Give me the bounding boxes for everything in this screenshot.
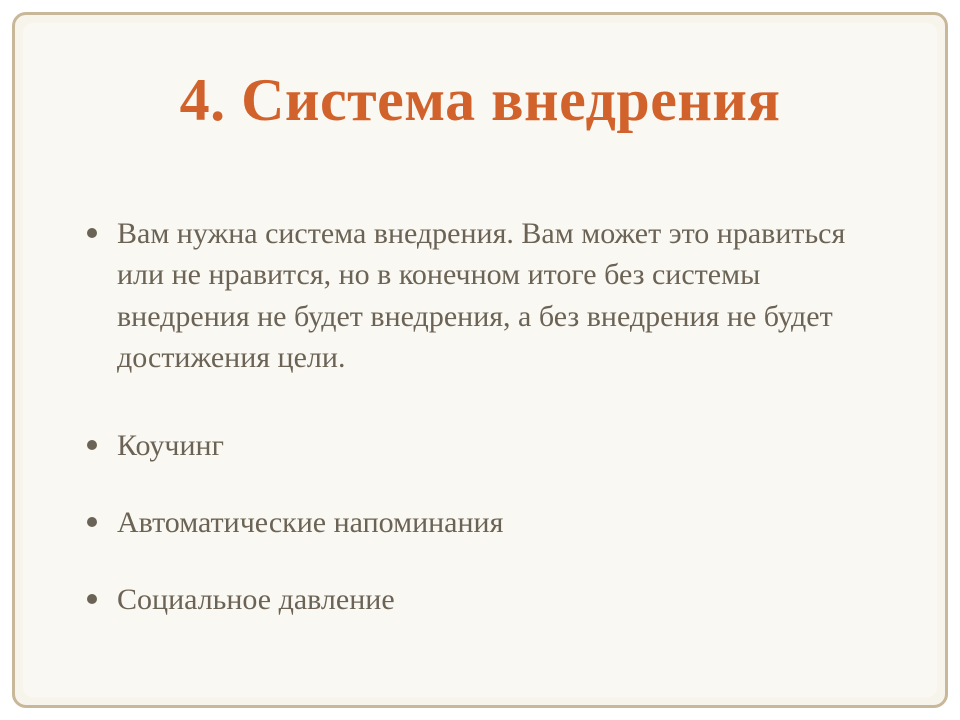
bullet-dot-icon — [87, 517, 97, 527]
bullet-dot-icon — [87, 228, 97, 238]
slide-card — [12, 12, 948, 708]
list-item-text: Вам нужна система внедрения. Вам может это нравиться или не нравится, но в конечном итоге без системы внедрения не будет внедрения, а без внедрения не будет достижения цели. — [117, 217, 846, 375]
list-item-text: Автоматические напоминания — [117, 505, 504, 539]
list-item — [75, 213, 897, 379]
list-item — [75, 579, 897, 620]
bullet-dot-icon — [87, 594, 97, 604]
list-item-text: Коучинг — [117, 428, 224, 462]
bullet-dot-icon — [87, 440, 97, 450]
slide-content-area — [23, 23, 937, 697]
list-item-text: Социальное давление — [117, 583, 395, 617]
slide-title: 4. Система внедрения — [179, 67, 781, 133]
list-item — [75, 502, 897, 543]
bullet-list — [75, 213, 897, 621]
list-item — [75, 425, 897, 466]
